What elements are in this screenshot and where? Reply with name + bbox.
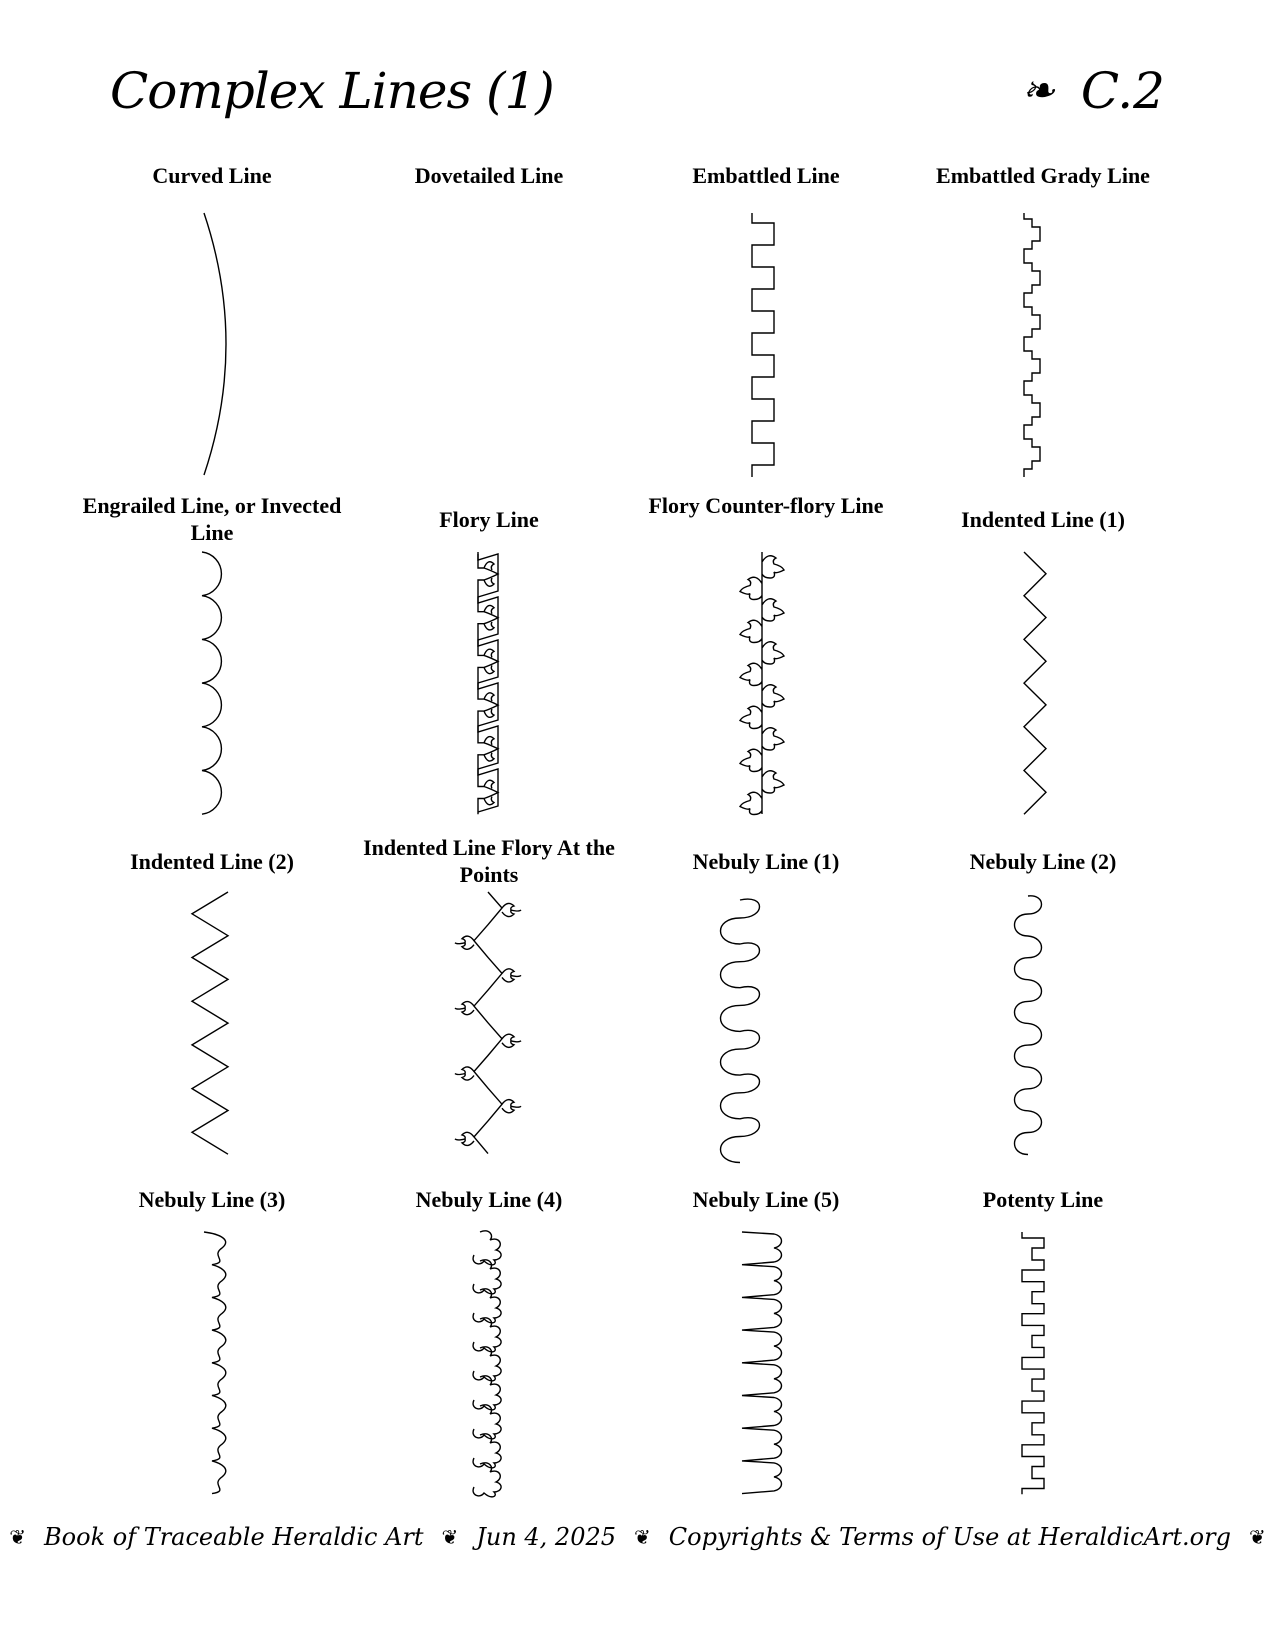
fleuron-icon: ❧ — [1021, 68, 1055, 114]
label-engrailed-line: Engrailed Line, or Invected Line — [82, 493, 342, 545]
footer — [0, 1523, 1275, 1551]
hedera-icon: ❦ — [1248, 1525, 1266, 1549]
label-embattled-line: Embattled Line — [692, 163, 840, 188]
embattled-line-specimen — [752, 213, 774, 477]
nebuly-line-5-specimen — [742, 1232, 782, 1494]
label-nebuly-line-1: Nebuly Line (1) — [692, 849, 840, 874]
embattled-grady-line-specimen — [1024, 213, 1040, 477]
footer-terms: Copyrights & Terms of Use at HeraldicArt.org — [668, 1523, 1231, 1551]
label-nebuly-line-4: Nebuly Line (4) — [415, 1187, 563, 1212]
page-title: Complex Lines (1) — [110, 62, 554, 120]
label-nebuly-line-5: Nebuly Line (5) — [692, 1187, 840, 1212]
nebuly-line-4-specimen — [473, 1231, 501, 1497]
nebuly-line-2-specimen — [1015, 896, 1042, 1155]
page-code-text: C.2 — [1080, 62, 1165, 120]
flory-counter-flory-line-specimen — [740, 552, 784, 815]
hedera-icon: ❦ — [441, 1525, 459, 1549]
label-embattled-grady-line: Embattled Grady Line — [936, 163, 1150, 188]
nebuly-line-3-specimen — [204, 1232, 226, 1494]
nebuly-line-1-specimen — [721, 899, 760, 1162]
potenty-line-specimen — [1022, 1232, 1044, 1494]
indented-line-2-specimen — [192, 892, 228, 1154]
label-indented-line-2: Indented Line (2) — [130, 849, 294, 874]
label-flory-line: Flory Line — [439, 507, 539, 532]
footer-book: Book of Traceable Heraldic Art — [44, 1523, 424, 1551]
dovetailed-line-specimen — [478, 554, 498, 812]
curved-line-specimen — [204, 213, 226, 475]
label-potenty-line: Potenty Line — [982, 1187, 1104, 1212]
label-flory-counter-flory-line: Flory Counter-flory Line — [648, 493, 884, 518]
label-nebuly-line-2: Nebuly Line (2) — [969, 849, 1117, 874]
label-dovetailed-line: Dovetailed Line — [414, 163, 564, 188]
engrailed-line-specimen — [202, 552, 221, 814]
label-indented-line-flory: Indented Line Flory At the Points — [363, 835, 615, 887]
label-nebuly-line-3: Nebuly Line (3) — [138, 1187, 286, 1212]
label-curved-line: Curved Line — [152, 163, 272, 188]
footer-date: Jun 4, 2025 — [476, 1523, 617, 1551]
indented-line-flory-specimen — [455, 892, 521, 1154]
label-indented-line-1: Indented Line (1) — [961, 507, 1125, 532]
indented-line-1-specimen — [1024, 552, 1046, 814]
hedera-icon: ❦ — [9, 1525, 27, 1549]
hedera-icon: ❦ — [634, 1525, 651, 1549]
